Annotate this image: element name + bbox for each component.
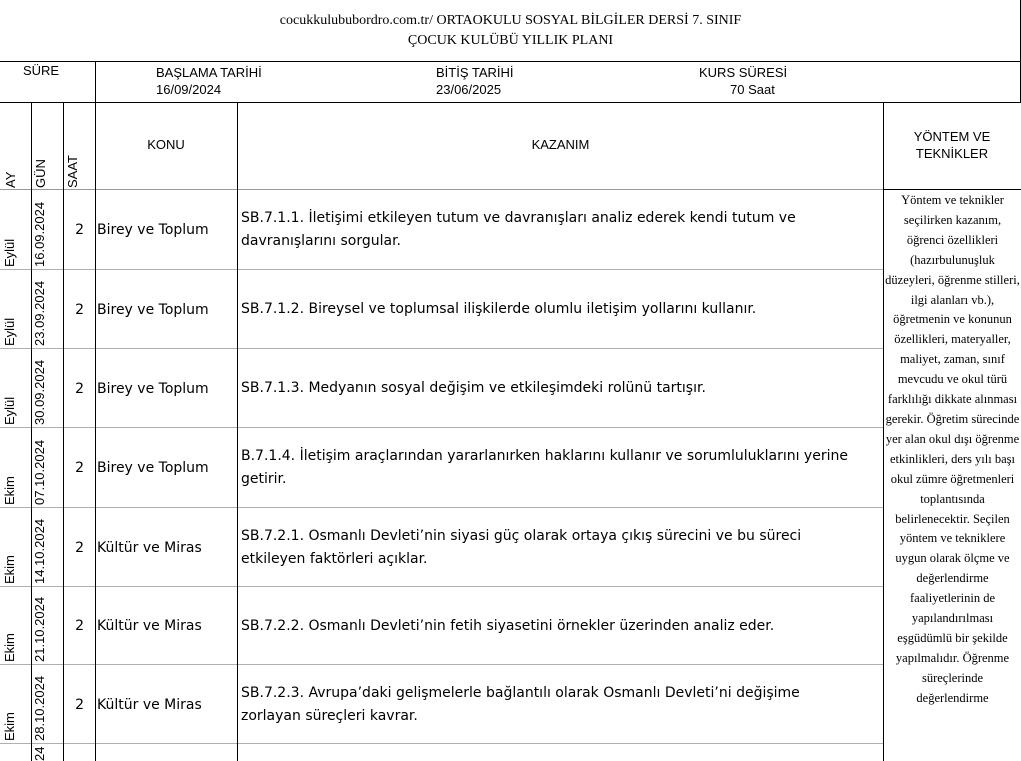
row-gun: 21.10.2024 — [32, 596, 47, 662]
row-gun: 28.10.2024 — [32, 675, 47, 741]
grid-line — [884, 189, 1021, 190]
grid-line — [0, 507, 884, 508]
grid-line — [0, 586, 884, 587]
column-header-yontem: YÖNTEM VE TEKNİKLER — [913, 129, 991, 161]
sure-label: SÜRE — [22, 63, 60, 78]
column-header-gun: GÜN — [33, 159, 48, 188]
grid-line — [237, 102, 238, 761]
column-header-ay: AY — [3, 171, 18, 188]
grid-line — [0, 102, 1021, 103]
row-kazanim: SB.7.1.2. Bireysel ve toplumsal ilişkilerde olumlu iletişim yollarını kullanır. — [241, 301, 757, 317]
column-header-saat: SAAT — [65, 155, 80, 188]
bitis-label: BİTİŞ TARİHİ — [436, 65, 514, 80]
row-kazanim: SB.7.1.1. İletişimi etkileyen tutum ve davranışları analiz ederek kendi tutum ve davranışlarını sorgular. — [241, 210, 796, 249]
grid-line — [883, 102, 884, 761]
document-title-line2: ÇOCUK KULÜBÜ YILLIK PLANI — [407, 33, 614, 48]
baslama-value: 16/09/2024 — [156, 82, 222, 97]
row-konu: Birey ve Toplum — [97, 301, 209, 318]
row-konu: Birey ve Toplum — [97, 222, 209, 238]
column-header-kazanim: KAZANIM — [531, 137, 590, 152]
row-konu: Birey ve Toplum — [97, 460, 209, 476]
row-kazanim: SB.7.2.3. Avrupa’daki gelişmelerle bağlantılı olarak Osmanlı Devleti’ni değişime zorlayan süreçleri kavrar. — [241, 684, 800, 724]
row-saat: 2 — [75, 222, 84, 238]
bitis-value: 23/06/2025 — [436, 82, 502, 97]
row-saat: 2 — [75, 380, 84, 397]
row-gun: 07.10.2024 — [32, 439, 47, 505]
row-ay: Eylül — [2, 317, 17, 346]
baslama-label: BAŞLAMA TARİHİ — [156, 65, 262, 80]
row-kazanim: B.7.1.4. İletişim araçlarından yararlanırken haklarını kullanır ve sorumluluklarını yerine getirir. — [241, 448, 848, 487]
grid-line — [0, 269, 884, 270]
row-saat: 2 — [75, 618, 84, 634]
row-gun: 23.09.2024 — [32, 280, 47, 346]
grid-line — [31, 102, 32, 761]
row-saat: 2 — [75, 539, 84, 556]
row-gun: 16.09.2024 — [32, 201, 47, 267]
kurs-label: KURS SÜRESİ — [699, 65, 788, 80]
grid-line — [0, 743, 884, 744]
grid-line — [0, 664, 884, 665]
row-konu: Kültür ve Miras — [97, 696, 202, 713]
yontem-description: Yöntem ve teknikler seçilirken kazanım, öğrenci özellikleri (hazırbulunuşluk düzeyleri, öğrenme stilleri, ilgi alanları vb.), öğretmenin ve konunun özellikleri, materyaller, maliyet, zaman, sınıf mevcudu ve okul türü farklılığı dikkate alınması gerekir. Öğretim sürecinde yer alan okul dışı öğrenme etkinlikleri, ders yılı başı okul zümre öğretmenleri toplantısında belirlenecektir. Seçilen yöntem ve tekniklere uygun olarak ölçme ve değerlendirme faaliyetlerinin de yapılandırılması eşgüdümlü bir şekilde yapılmalıdır. Öğrenme süreçlerinde değerlendirme — [885, 193, 1020, 705]
row-kazanim: SB.7.2.1. Osmanlı Devleti’nin siyasi güç olarak ortaya çıkış sürecini ve bu süreci etkileyen faktörleri açıklar. — [241, 527, 802, 567]
row-kazanim: SB.7.1.3. Medyanın sosyal değişim ve etkileşimdeki rolünü tartışır. — [241, 380, 706, 396]
row-ay: Ekim — [2, 476, 17, 505]
grid-line — [0, 61, 1021, 62]
row-konu: Kültür ve Miras — [97, 618, 202, 634]
grid-line — [0, 189, 884, 190]
grid-line — [63, 102, 64, 761]
row-gun: 30.09.2024 — [32, 359, 47, 425]
row-konu: Birey ve Toplum — [97, 380, 209, 397]
grid-line — [95, 61, 96, 761]
document-title-line1: cocukkulububordro.com.tr/ ORTAOKULU SOSYAL BİLGİLER DERSİ 7. SINIF — [279, 13, 742, 28]
row-ay: Ekim — [2, 555, 17, 584]
row-ay: Eylül — [2, 396, 17, 425]
grid-line — [0, 348, 884, 349]
row-ay: Ekim — [2, 712, 17, 741]
row-ay: Ekim — [2, 633, 17, 662]
kurs-value: 70 Saat — [730, 82, 775, 97]
row-gun-partial: 24 — [32, 746, 47, 761]
grid-line — [0, 427, 884, 428]
row-saat: 2 — [75, 696, 84, 713]
row-kazanim: SB.7.2.2. Osmanlı Devleti’nin fetih siyasetini örnekler üzerinden analiz eder. — [241, 617, 775, 634]
row-ay: Eylül — [2, 238, 17, 267]
row-konu: Kültür ve Miras — [97, 539, 202, 556]
row-gun: 14.10.2024 — [32, 518, 47, 584]
column-header-konu: KONU — [147, 137, 185, 152]
row-saat: 2 — [75, 460, 84, 476]
row-saat: 2 — [75, 301, 84, 318]
